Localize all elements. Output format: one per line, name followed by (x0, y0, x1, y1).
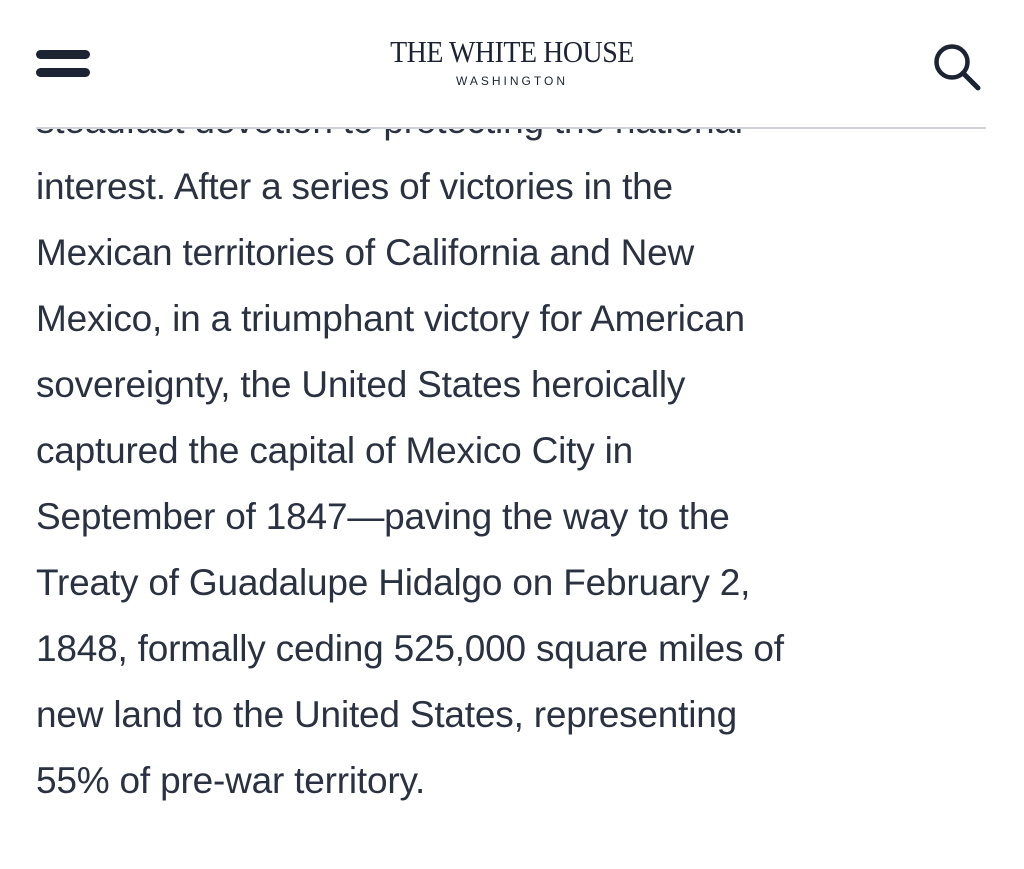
article-line: sovereignty, the United States heroically (36, 364, 686, 405)
site-logo[interactable] (362, 34, 662, 88)
article-line: new land to the United States, representing (36, 694, 738, 735)
hamburger-menu-icon[interactable] (36, 46, 90, 82)
article-line: interest. After a series of victories in the (36, 166, 673, 207)
article-line: 1848, formally ceding 525,000 square miles of (36, 628, 784, 669)
search-icon[interactable] (930, 40, 984, 94)
menu-bar-top (36, 50, 90, 59)
article-line: September of 1847—paving the way to the (36, 496, 730, 537)
article-line: Mexico, in a triumphant victory for American (36, 298, 745, 339)
header-divider (36, 127, 986, 129)
article-body (36, 88, 996, 814)
article-line: 55% of pre-war territory. (36, 760, 426, 801)
article-line: Treaty of Guadalupe Hidalgo on February 2, (36, 562, 751, 603)
article-line: Mexican territories of California and New (36, 232, 695, 273)
menu-bar-bottom (36, 68, 90, 77)
site-subtitle: WASHINGTON (455, 74, 568, 88)
site-header (0, 0, 1024, 128)
article-line: captured the capital of Mexico City in (36, 430, 634, 471)
site-title: THE WHITE HOUSE (390, 34, 634, 69)
